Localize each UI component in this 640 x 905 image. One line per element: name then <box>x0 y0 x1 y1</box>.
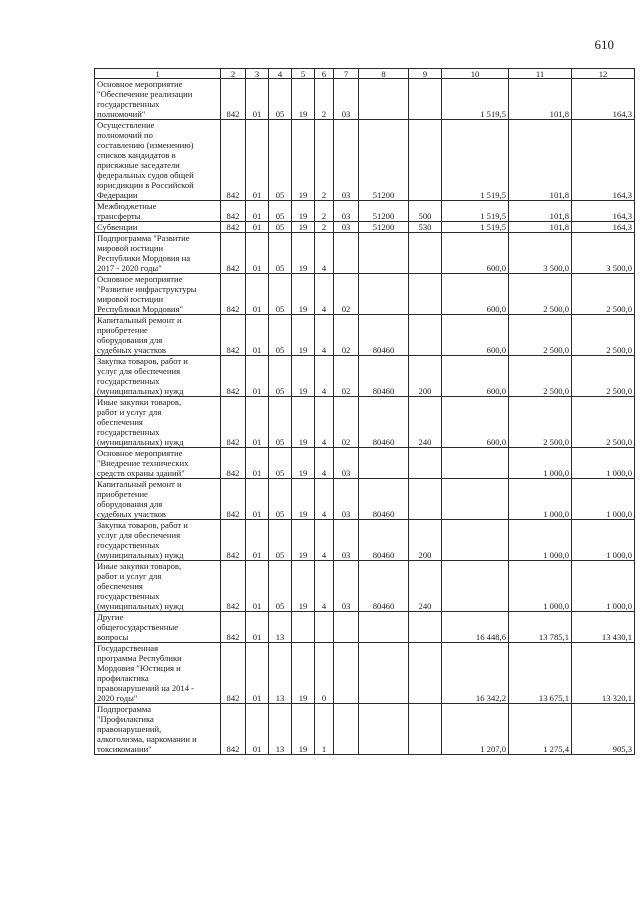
code-subsection: 05 <box>269 274 292 315</box>
code-subsection: 05 <box>269 520 292 561</box>
row-name: Иные закупки товаров, работ и услуг для обеспечения государственных (муниципальных) нужд <box>95 397 221 448</box>
code-direction <box>359 274 409 315</box>
budget-table-body <box>95 79 635 755</box>
amount-col-10 <box>442 520 509 561</box>
code-program: 19 <box>292 315 315 356</box>
code-subprogram: 2 <box>315 201 334 222</box>
code-event: 03 <box>334 120 359 201</box>
code-section: 01 <box>246 520 269 561</box>
table-row <box>95 520 635 561</box>
code-event <box>334 612 359 643</box>
code-event: 03 <box>334 561 359 612</box>
code-subprogram: 2 <box>315 79 334 120</box>
code-event <box>334 704 359 755</box>
code-direction: 51200 <box>359 201 409 222</box>
row-name: Закупка товаров, работ и услуг для обеспечения государственных (муниципальных) нужд <box>95 520 221 561</box>
code-subsection: 05 <box>269 315 292 356</box>
code-grbs: 842 <box>221 612 246 643</box>
code-program: 19 <box>292 479 315 520</box>
code-section: 01 <box>246 222 269 233</box>
code-event: 02 <box>334 356 359 397</box>
amount-col-11: 1 000,0 <box>509 561 572 612</box>
table-row <box>95 120 635 201</box>
row-name: Подпрограмма "Профилактика правонарушений, алкоголизма, наркомании и токсикомании" <box>95 704 221 755</box>
code-subprogram: 4 <box>315 233 334 274</box>
code-grbs: 842 <box>221 120 246 201</box>
code-subsection: 05 <box>269 233 292 274</box>
column-header: 11 <box>509 69 572 79</box>
code-event: 03 <box>334 201 359 222</box>
amount-col-11: 1 000,0 <box>509 479 572 520</box>
code-event: 02 <box>334 274 359 315</box>
row-name: Капитальный ремонт и приобретение оборудования для судебных участков <box>95 315 221 356</box>
table-row <box>95 448 635 479</box>
code-subprogram: 4 <box>315 356 334 397</box>
amount-col-11: 101,8 <box>509 222 572 233</box>
code-program: 19 <box>292 356 315 397</box>
code-subprogram: 0 <box>315 643 334 704</box>
amount-col-12: 164,3 <box>572 222 635 233</box>
code-expense-type: 240 <box>409 397 442 448</box>
code-expense-type: 200 <box>409 356 442 397</box>
amount-col-11: 13 675,1 <box>509 643 572 704</box>
code-section: 01 <box>246 704 269 755</box>
code-section: 01 <box>246 274 269 315</box>
amount-col-12: 2 500,0 <box>572 397 635 448</box>
amount-col-12: 13 430,1 <box>572 612 635 643</box>
amount-col-11: 2 500,0 <box>509 397 572 448</box>
table-row <box>95 356 635 397</box>
code-subsection: 05 <box>269 356 292 397</box>
code-section: 01 <box>246 356 269 397</box>
row-name: Иные закупки товаров, работ и услуг для обеспечения государственных (муниципальных) нужд <box>95 561 221 612</box>
row-name: Субвенции <box>95 222 221 233</box>
code-event: 03 <box>334 479 359 520</box>
code-subprogram: 4 <box>315 520 334 561</box>
column-header: 7 <box>334 69 359 79</box>
amount-col-10: 600,0 <box>442 397 509 448</box>
code-grbs: 842 <box>221 79 246 120</box>
amount-col-10 <box>442 561 509 612</box>
code-direction: 80460 <box>359 520 409 561</box>
amount-col-12: 2 500,0 <box>572 274 635 315</box>
code-subsection: 13 <box>269 612 292 643</box>
row-name: Другие общегосударственные вопросы <box>95 612 221 643</box>
amount-col-10: 600,0 <box>442 233 509 274</box>
code-section: 01 <box>246 448 269 479</box>
amount-col-10: 600,0 <box>442 356 509 397</box>
amount-col-11: 1 275,4 <box>509 704 572 755</box>
amount-col-12: 1 000,0 <box>572 479 635 520</box>
code-subsection: 13 <box>269 704 292 755</box>
table-row <box>95 561 635 612</box>
column-header: 8 <box>359 69 409 79</box>
amount-col-12: 2 500,0 <box>572 315 635 356</box>
code-grbs: 842 <box>221 704 246 755</box>
amount-col-12: 1 000,0 <box>572 520 635 561</box>
amount-col-11: 1 000,0 <box>509 448 572 479</box>
code-subprogram: 4 <box>315 397 334 448</box>
code-grbs: 842 <box>221 274 246 315</box>
code-event: 03 <box>334 79 359 120</box>
budget-table <box>94 68 635 755</box>
amount-col-12: 2 500,0 <box>572 356 635 397</box>
code-program: 19 <box>292 704 315 755</box>
code-event: 03 <box>334 448 359 479</box>
amount-col-11: 101,8 <box>509 120 572 201</box>
amount-col-12: 164,3 <box>572 79 635 120</box>
page-number: 610 <box>594 37 614 52</box>
code-section: 01 <box>246 479 269 520</box>
code-subprogram: 4 <box>315 448 334 479</box>
code-direction <box>359 612 409 643</box>
code-grbs: 842 <box>221 448 246 479</box>
amount-col-12: 905,3 <box>572 704 635 755</box>
code-expense-type <box>409 448 442 479</box>
code-grbs: 842 <box>221 561 246 612</box>
code-expense-type: 500 <box>409 201 442 222</box>
code-grbs: 842 <box>221 233 246 274</box>
code-grbs: 842 <box>221 356 246 397</box>
amount-col-12: 1 000,0 <box>572 448 635 479</box>
code-grbs: 842 <box>221 397 246 448</box>
amount-col-10: 1 519,5 <box>442 201 509 222</box>
table-row <box>95 643 635 704</box>
table-row <box>95 233 635 274</box>
amount-col-10: 600,0 <box>442 315 509 356</box>
amount-col-10 <box>442 479 509 520</box>
row-name: Подпрограмма "Развитие мировой юстиции Республики Мордовия на 2017 - 2020 годы" <box>95 233 221 274</box>
code-direction: 51200 <box>359 120 409 201</box>
code-subprogram: 4 <box>315 479 334 520</box>
code-expense-type <box>409 315 442 356</box>
code-subprogram: 4 <box>315 274 334 315</box>
code-section: 01 <box>246 315 269 356</box>
amount-col-11: 3 500,0 <box>509 233 572 274</box>
table-row <box>95 612 635 643</box>
amount-col-11: 13 785,1 <box>509 612 572 643</box>
code-subprogram: 4 <box>315 315 334 356</box>
table-row <box>95 315 635 356</box>
code-direction: 80460 <box>359 356 409 397</box>
amount-col-12: 1 000,0 <box>572 561 635 612</box>
table-row <box>95 79 635 120</box>
code-event: 03 <box>334 520 359 561</box>
code-direction <box>359 704 409 755</box>
row-name: Закупка товаров, работ и услуг для обеспечения государственных (муниципальных) нужд <box>95 356 221 397</box>
code-program: 19 <box>292 233 315 274</box>
code-expense-type: 240 <box>409 561 442 612</box>
code-direction: 80460 <box>359 315 409 356</box>
amount-col-10 <box>442 448 509 479</box>
code-direction: 80460 <box>359 561 409 612</box>
code-subsection: 05 <box>269 397 292 448</box>
code-grbs: 842 <box>221 643 246 704</box>
row-name: Межбюджетные трансферты <box>95 201 221 222</box>
amount-col-11: 101,8 <box>509 79 572 120</box>
code-direction <box>359 448 409 479</box>
row-name: Основное мероприятие "Развитие инфраструктуры мировой юстиции Республики Мордовия" <box>95 274 221 315</box>
amount-col-11: 1 000,0 <box>509 520 572 561</box>
row-name: Государственная программа Республики Мордовия "Юстиция и профилактика правонарушений на 2014 - 2020 годы" <box>95 643 221 704</box>
code-section: 01 <box>246 233 269 274</box>
row-name: Основное мероприятие "Внедрение технических средств охраны зданий" <box>95 448 221 479</box>
table-row <box>95 222 635 233</box>
code-direction: 80460 <box>359 397 409 448</box>
amount-col-12: 164,3 <box>572 120 635 201</box>
amount-col-10: 1 519,5 <box>442 79 509 120</box>
amount-col-10: 16 342,2 <box>442 643 509 704</box>
amount-col-10: 1 519,5 <box>442 222 509 233</box>
code-program: 19 <box>292 520 315 561</box>
code-subprogram: 4 <box>315 561 334 612</box>
code-expense-type <box>409 274 442 315</box>
code-section: 01 <box>246 120 269 201</box>
code-direction <box>359 79 409 120</box>
code-program: 19 <box>292 274 315 315</box>
code-event <box>334 643 359 704</box>
code-program: 19 <box>292 397 315 448</box>
code-program: 19 <box>292 222 315 233</box>
code-subsection: 05 <box>269 79 292 120</box>
code-grbs: 842 <box>221 315 246 356</box>
amount-col-12: 164,3 <box>572 201 635 222</box>
code-subsection: 05 <box>269 561 292 612</box>
code-event <box>334 233 359 274</box>
code-direction <box>359 643 409 704</box>
amount-col-12: 3 500,0 <box>572 233 635 274</box>
code-section: 01 <box>246 612 269 643</box>
column-header: 2 <box>221 69 246 79</box>
code-subprogram: 2 <box>315 222 334 233</box>
code-program: 19 <box>292 79 315 120</box>
table-row <box>95 201 635 222</box>
code-expense-type: 530 <box>409 222 442 233</box>
code-direction: 80460 <box>359 479 409 520</box>
row-name: Капитальный ремонт и приобретение оборудования для судебных участков <box>95 479 221 520</box>
table-row <box>95 704 635 755</box>
code-direction: 51200 <box>359 222 409 233</box>
code-program: 19 <box>292 201 315 222</box>
amount-col-10: 600,0 <box>442 274 509 315</box>
row-name: Основное мероприятие "Обеспечение реализации государственных полномочий" <box>95 79 221 120</box>
row-name: Осуществление полномочий по составлению (изменению) списков кандидатов в присяжные заседатели федеральных судов общей юрисдикции в Российской Федерации <box>95 120 221 201</box>
amount-col-11: 2 500,0 <box>509 315 572 356</box>
code-expense-type <box>409 120 442 201</box>
column-header: 5 <box>292 69 315 79</box>
amount-col-10: 16 448,6 <box>442 612 509 643</box>
amount-col-10: 1 519,5 <box>442 120 509 201</box>
code-direction <box>359 233 409 274</box>
table-header-row <box>95 69 635 79</box>
column-header: 1 <box>95 69 221 79</box>
code-program: 19 <box>292 561 315 612</box>
column-header: 12 <box>572 69 635 79</box>
code-section: 01 <box>246 643 269 704</box>
column-header: 10 <box>442 69 509 79</box>
code-grbs: 842 <box>221 201 246 222</box>
code-grbs: 842 <box>221 479 246 520</box>
code-program: 19 <box>292 120 315 201</box>
code-event: 02 <box>334 397 359 448</box>
amount-col-11: 2 500,0 <box>509 274 572 315</box>
code-expense-type: 200 <box>409 520 442 561</box>
code-subsection: 05 <box>269 222 292 233</box>
code-expense-type <box>409 233 442 274</box>
code-section: 01 <box>246 397 269 448</box>
code-program <box>292 612 315 643</box>
code-subprogram <box>315 612 334 643</box>
column-header: 4 <box>269 69 292 79</box>
code-subsection: 05 <box>269 201 292 222</box>
code-section: 01 <box>246 79 269 120</box>
code-event: 02 <box>334 315 359 356</box>
code-subprogram: 2 <box>315 120 334 201</box>
code-subsection: 13 <box>269 643 292 704</box>
code-expense-type <box>409 704 442 755</box>
code-subsection: 05 <box>269 479 292 520</box>
column-header: 3 <box>246 69 269 79</box>
code-expense-type <box>409 643 442 704</box>
code-section: 01 <box>246 561 269 612</box>
code-expense-type <box>409 79 442 120</box>
code-subprogram: 1 <box>315 704 334 755</box>
code-subsection: 05 <box>269 120 292 201</box>
amount-col-11: 101,8 <box>509 201 572 222</box>
code-program: 19 <box>292 643 315 704</box>
amount-col-11: 2 500,0 <box>509 356 572 397</box>
code-expense-type <box>409 612 442 643</box>
amount-col-12: 13 320,1 <box>572 643 635 704</box>
code-subsection: 05 <box>269 448 292 479</box>
table-row <box>95 479 635 520</box>
code-expense-type <box>409 479 442 520</box>
column-header: 9 <box>409 69 442 79</box>
code-program: 19 <box>292 448 315 479</box>
table-row <box>95 397 635 448</box>
amount-col-10: 1 207,0 <box>442 704 509 755</box>
table-row <box>95 274 635 315</box>
code-grbs: 842 <box>221 222 246 233</box>
code-grbs: 842 <box>221 520 246 561</box>
code-section: 01 <box>246 201 269 222</box>
column-header: 6 <box>315 69 334 79</box>
code-event: 03 <box>334 222 359 233</box>
